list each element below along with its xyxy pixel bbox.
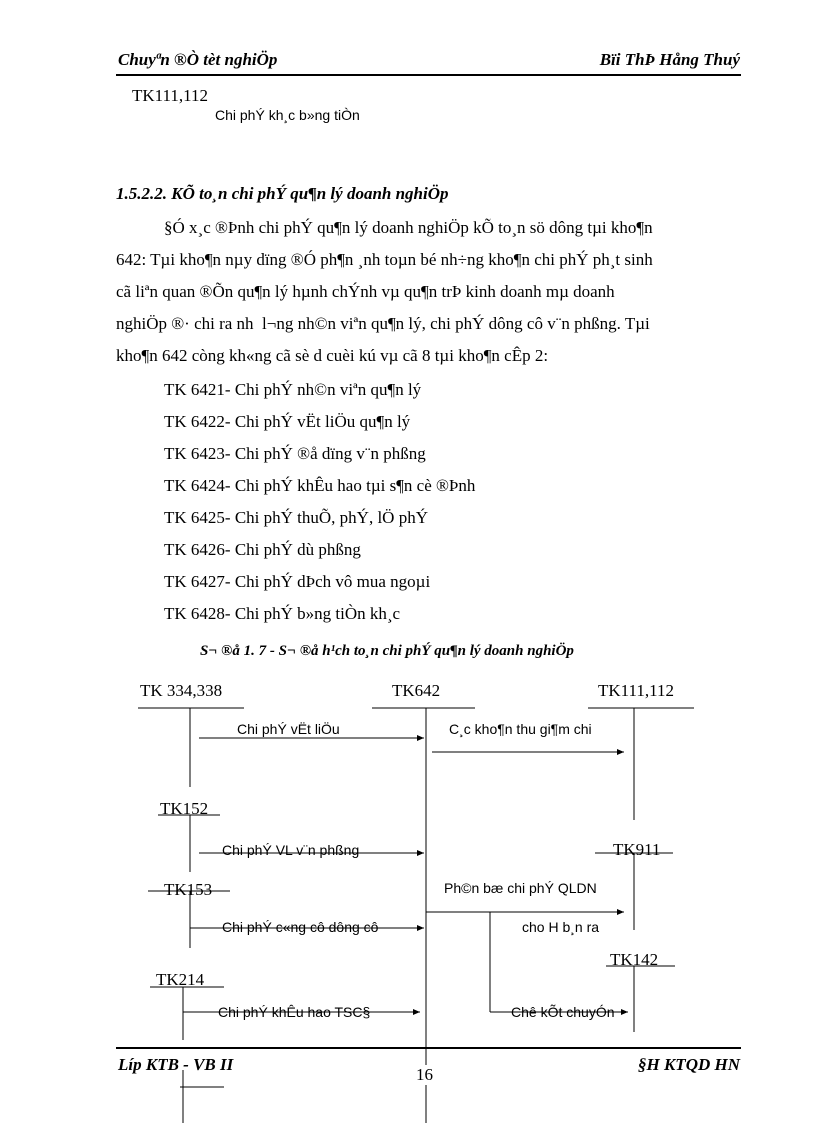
subaccount-6422: TK 6422- Chi phÝ vËt liÖu qu¶n lý: [164, 412, 411, 431]
subaccount-6427: TK 6427- Chi phÝ dÞch vô mua ngoµi: [164, 572, 431, 591]
diagram-caption-bold: S¬ ®å 1. 7 -: [200, 643, 275, 659]
subaccount-6428: TK 6428- Chi phÝ b»ng tiÒn kh¸c: [164, 604, 401, 623]
label-depreciation: Chi phÝ khÊu hao TSC§: [218, 1004, 371, 1020]
diagram-caption-rest: S¬ ®å h¹ch to¸n chi phÝ qu¶n lý doanh nghiÖp: [274, 643, 574, 659]
paragraph-line-1: §Ó x¸c ®Þnh chi phÝ qu¶n lý doanh nghiÖp kÕ to¸n sö dông tµi kho¶n: [164, 218, 653, 237]
subaccount-6421: TK 6421- Chi phÝ nh©n viªn qu¶n lý: [164, 380, 422, 399]
label-office-materials: Chi phÝ VL v¨n phßng: [222, 842, 360, 858]
subaccount-6424: TK 6424- Chi phÝ khÊu hao tµi s¶n cè ®Þnh: [164, 476, 476, 495]
footer-page-number: 16: [416, 1065, 433, 1084]
paragraph-line-4: nghiÖp ®· chi ra nh l¬ng nh©n viªn qu¶n lý, chi phÝ dông cô v¨n phßng. Tµi: [116, 314, 650, 333]
account-tk642: TK642: [392, 681, 441, 700]
subaccount-6425: TK 6425- Chi phÝ thuÕ, phÝ, lÖ phÝ: [164, 508, 428, 527]
header-left: Chuyªn ®Ò tèt nghiÖp: [118, 50, 278, 69]
label-carry-over: Chê kÕt chuyÓn: [511, 1004, 615, 1020]
top-fragment-account: TK111,112: [132, 86, 209, 105]
account-tk214: TK214: [156, 970, 205, 989]
header-right: Bïi ThÞ Hång Thuý: [599, 50, 740, 69]
paragraph-line-3: cã liªn quan ®Õn qu¶n lý hµnh chÝnh vµ qu¶n trÞ kinh doanh mµ doanh: [116, 282, 615, 301]
footer-rule: [116, 1047, 741, 1049]
label-for-sales: cho H b¸n ra: [522, 919, 600, 935]
label-tools: Chi phÝ c«ng cô dông cô: [222, 919, 379, 935]
footer-left: Líp KTB - VB II: [118, 1055, 234, 1074]
subaccount-6426: TK 6426- Chi phÝ dù phßng: [164, 540, 361, 559]
label-materials: Chi phÝ vËt liÖu: [237, 721, 340, 737]
paragraph-line-5: kho¶n 642 còng kh«ng cã sè d cuèi kú vµ cã 8 tµi kho¶n cÊp 2:: [116, 346, 549, 365]
subaccount-6423: TK 6423- Chi phÝ ®å dïng v¨n phßng: [164, 444, 426, 463]
account-tk152: TK152: [160, 799, 209, 818]
account-tk111: TK111,112: [598, 681, 675, 700]
label-reductions: C¸c kho¶n thu gi¶m chi: [449, 721, 592, 737]
paragraph-line-2: 642: Tµi kho¶n nµy dïng ®Ó ph¶n ¸nh toµn bé nh÷ng kho¶n chi phÝ ph¸t sinh: [116, 250, 653, 269]
label-allocation: Ph©n bæ chi phÝ QLDN: [444, 880, 597, 896]
account-tk334: TK 334,338: [140, 681, 223, 700]
footer-right: §H KTQD HN: [638, 1055, 740, 1074]
section-heading: 1.5.2.2. KÕ to¸n chi phÝ qu¶n lý doanh nghiÖp: [116, 184, 449, 203]
account-tk911: TK911: [613, 840, 661, 859]
top-fragment-label: Chi phÝ kh¸c b»ng tiÒn: [215, 107, 360, 123]
account-tk142: TK142: [610, 950, 659, 969]
account-tk153: TK153: [164, 880, 213, 899]
